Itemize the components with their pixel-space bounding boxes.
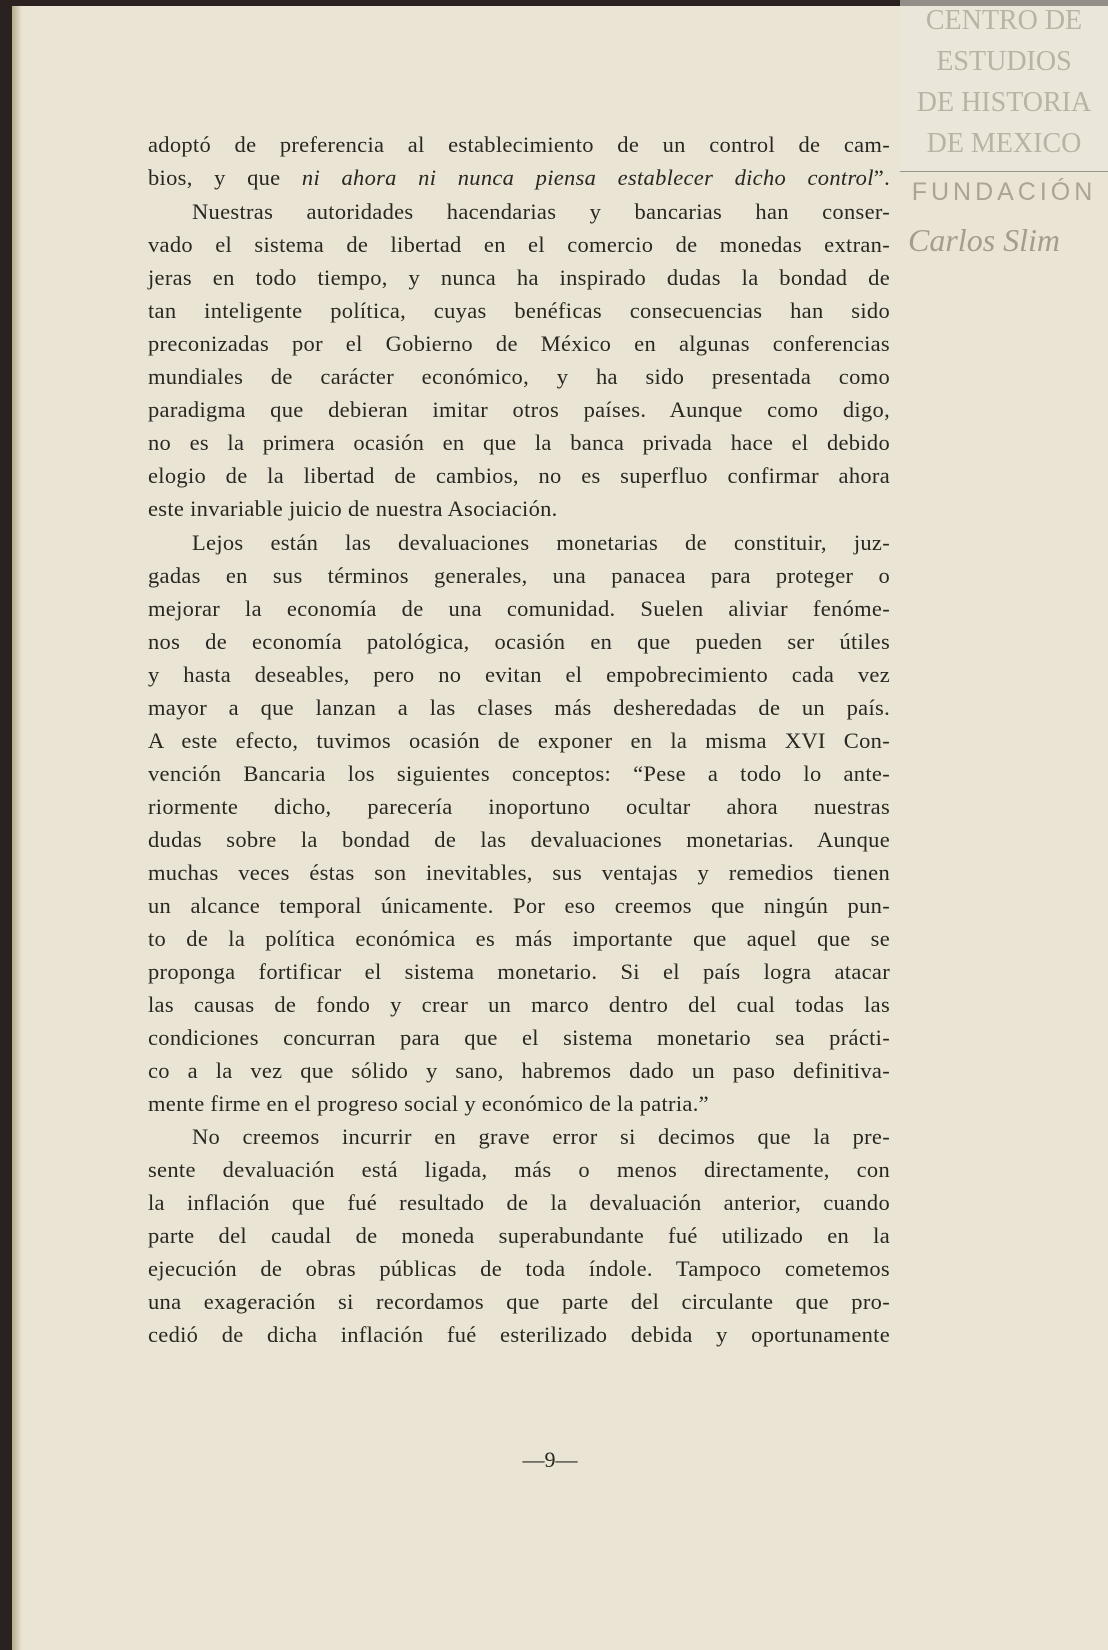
- text-line: paradigma que debieran imitar otros países. Aunque como digo,: [148, 397, 890, 422]
- text-line: A este efecto, tuvimos ocasión de exponer en la misma XVI Con-: [148, 728, 890, 753]
- text-line: co a la vez que sólido y sano, habremos dado un paso definitiva-: [148, 1058, 890, 1083]
- text-line: ejecución de obras públicas de toda índole. Tampoco cometemos: [148, 1256, 890, 1281]
- text-line: muchas veces éstas son inevitables, sus ventajas y remedios tienen: [148, 860, 890, 885]
- text-line: riormente dicho, parecería inoportuno ocultar ahora nuestras: [148, 794, 890, 819]
- text-line: to de la política económica es más importante que aquel que se: [148, 926, 890, 951]
- text-line: mente firme en el progreso social y económico de la patria.”: [148, 1091, 709, 1116]
- text-line: las causas de fondo y crear un marco dentro del cual todas las: [148, 992, 890, 1017]
- text-line: dudas sobre la bondad de las devaluaciones monetarias. Aunque: [148, 827, 890, 852]
- paragraph-first-line: Lejos están las devaluaciones monetarias de constituir, juz-: [192, 530, 890, 555]
- text-line: preconizadas por el Gobierno de México en algunas conferencias: [148, 331, 890, 356]
- paragraph-first-line: adoptó de preferencia al establecimiento de un control de cam-: [148, 132, 890, 157]
- text-line: gadas en sus términos generales, una panacea para proteger o: [148, 563, 890, 588]
- text-line: nos de economía patológica, ocasión en que pueden ser útiles: [148, 629, 890, 654]
- text-line: proponga fortificar el sistema monetario. Si el país logra atacar: [148, 959, 890, 984]
- text-line: bios, y que ni ahora ni nunca piensa establecer dicho control”.: [148, 165, 890, 190]
- text-line: condiciones concurran para que el sistema monetario sea prácti-: [148, 1025, 890, 1050]
- text-line: mayor a que lanzan a las clases más desheredadas de un país.: [148, 695, 890, 720]
- text-line: vado el sistema de libertad en el comercio de monedas extran-: [148, 232, 890, 257]
- watermark-logo: [900, 0, 1108, 172]
- text-line: tan inteligente política, cuyas benéficas consecuencias han sido: [148, 298, 890, 323]
- watermark-divider: [900, 171, 1108, 172]
- page-number: —9—: [522, 1447, 578, 1472]
- text-line: este invariable juicio de nuestra Asociación.: [148, 496, 558, 521]
- text-line: mundiales de carácter económico, y ha sido presentada como: [148, 364, 890, 389]
- watermark-line: CENTRO DE: [925, 5, 1083, 36]
- text-line: jeras en todo tiempo, y nunca ha inspirado dudas la bondad de: [148, 265, 890, 290]
- text-line: una exageración si recordamos que parte del circulante que pro-: [148, 1289, 890, 1314]
- paragraph-first-line: No creemos incurrir en grave error si decimos que la pre-: [192, 1124, 890, 1149]
- text-line: elogio de la libertad de cambios, no es superfluo confirmar ahora: [148, 463, 890, 488]
- text-line: y hasta deseables, pero no evitan el empobrecimiento cada vez: [148, 662, 890, 687]
- watermark-line: DE HISTORIA: [916, 87, 1092, 118]
- watermark-line: ESTUDIOS: [936, 46, 1072, 77]
- watermark-fundacion: FUNDACIÓN: [911, 178, 1097, 206]
- paragraph-first-line: Nuestras autoridades hacendarias y bancarias han conser-: [192, 199, 890, 224]
- text-line: parte del caudal de moneda superabundante fué utilizado en la: [148, 1223, 890, 1248]
- watermark-signature: Carlos Slim: [908, 222, 1061, 258]
- text-line: vención Bancaria los siguientes conceptos: “Pese a todo lo ante-: [148, 761, 890, 786]
- text-line: sente devaluación está ligada, más o menos directamente, con: [148, 1157, 890, 1182]
- watermark-line: DE MEXICO: [926, 128, 1082, 159]
- page-binding-edge: [12, 6, 22, 1650]
- text-line: cedió de dicha inflación fué esterilizado debida y oportunamente: [148, 1322, 890, 1347]
- text-line: mejorar la economía de una comunidad. Suelen aliviar fenóme-: [148, 596, 890, 621]
- text-line: la inflación que fué resultado de la devaluación anterior, cuando: [148, 1190, 890, 1215]
- text-line: no es la primera ocasión en que la banca privada hace el debido: [148, 430, 890, 455]
- text-line: un alcance temporal únicamente. Por eso creemos que ningún pun-: [148, 893, 890, 918]
